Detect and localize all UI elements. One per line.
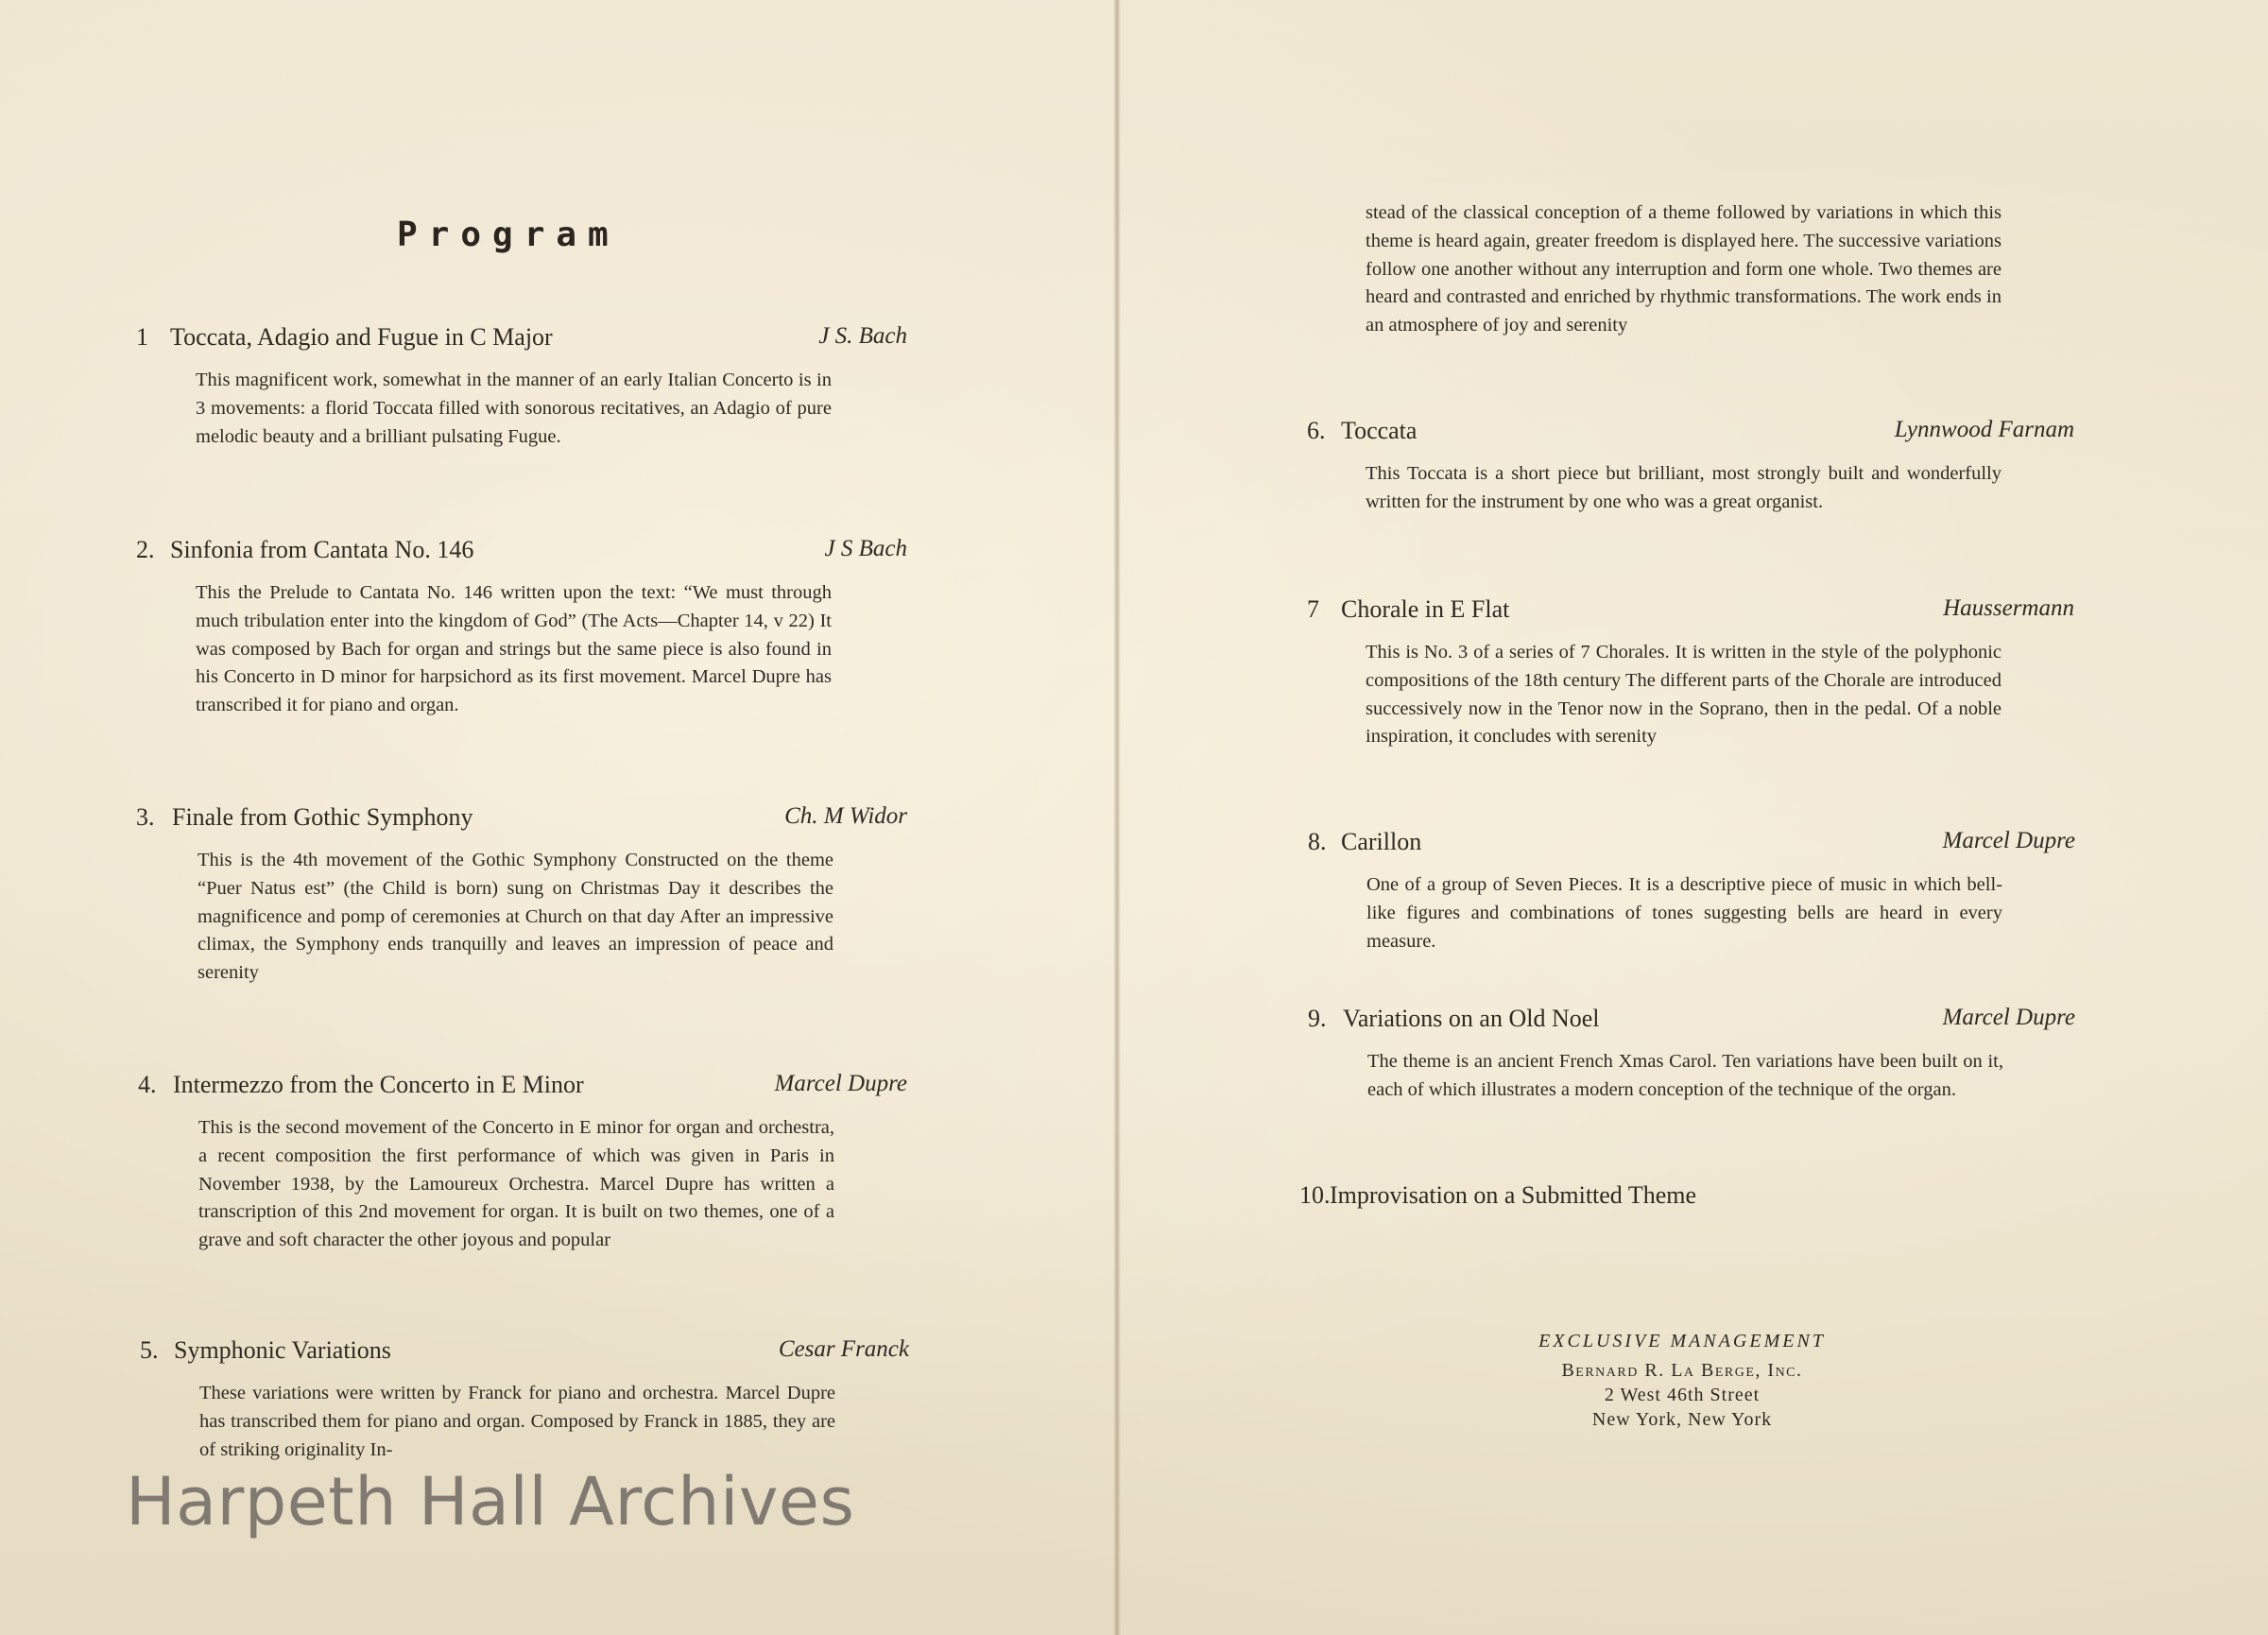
item-description: This magnificent work, somewhat in the manner of an early Italian Concerto is in 3 movements: a florid Toccata filled with sonorous recitatives, an Adagio of pure melodic beauty and a brilliant pulsating Fugue. [196,370,832,447]
item-composer: J S. Bach [818,323,907,349]
management-heading: EXCLUSIVE MANAGEMENT [1538,1331,1826,1351]
program-item-2 [136,536,907,720]
item-composer: Cesar Franck [778,1336,909,1362]
item-composer: J S Bach [824,536,907,561]
program-item-9 [1308,1005,2075,1105]
program-item-10 [1299,1181,2067,1219]
program-item-8 [1308,828,2075,955]
item-number: 5. [140,1336,159,1364]
item-title: Variations on an Old Noel [1343,1005,1600,1032]
item-number: 7 [1307,595,1319,623]
item-title: Finale from Gothic Symphony [172,803,473,831]
item-title: Symphonic Variations [174,1336,391,1364]
item-number: 2. [136,536,155,563]
item-description: This is the 4th movement of the Gothic Symphony Constructed on the theme “Puer Natus est” (the Child is born) sung on Christmas Day it describes the magnificence and pomp of ceremonies at Church on that day After an impressive climax, the Symphony ends tranquilly and leaves an impression of peace and serenity [198,850,833,984]
management-name: Bernard R. La Berge, Inc. [1561,1360,1803,1381]
item-composer: Ch. M Widor [784,803,907,829]
item-description: The theme is an ancient French Xmas Carol. Ten variations have been built on it, each of which illustrates a modern conception of the technique of the organ. [1367,1051,2003,1100]
item-number: 6. [1307,417,1326,444]
left-page [0,0,1115,1635]
item-description: This is the second movement of the Concerto in E minor for organ and orchestra, a recent composition the first performance of which was given in Paris in November 1938, by the Lamoureux Orchestra. Marcel Dupre has written a transcription of this 2nd movement for organ. It is built on two themes, one of a grave and soft character the other joyous and popular [198,1117,834,1251]
item-number: 8. [1308,828,1327,855]
item-number: 4. [138,1071,157,1098]
item-number: 3. [136,803,155,831]
item-composer: Marcel Dupre [774,1071,907,1096]
program-item-6 [1307,417,2074,517]
item-title: Sinfonia from Cantata No. 146 [170,536,474,563]
item-description: These variations were written by Franck for piano and orchestra. Marcel Dupre has transcribed them for piano and organ. Composed by Franck in 1885, they are of striking originality In- [199,1383,835,1460]
program-title: Program [397,215,620,254]
management-block [1484,1331,1881,1431]
item-description: This the Prelude to Cantata No. 146 written upon the text: “We must through much tribulation enter into the kingdom of God” (The Acts—Chapter 14, v 22) It was composed by Bach for organ and strings but the same piece is also found in his Concerto in D minor for harpsichord as its first movement. Marcel Dupre has transcribed it for piano and organ. [196,582,832,716]
item-number: 9. [1308,1005,1327,1032]
item-description: This is No. 3 of a series of 7 Chorales. It is written in the style of the polyphonic compositions of the 18th century The different parts of the Chorale are introduced successively now in the Tenor now in the Soprano, then in the pedal. Of a noble inspiration, it concludes with serenity [1366,642,2002,748]
item-title: Improvisation on a Submitted Theme [1330,1181,1697,1209]
program-item-1 [136,323,907,451]
program-item-5 [140,1336,909,1464]
item-title: Toccata [1341,417,1418,444]
item-number: 1 [136,323,148,351]
item-composer: Marcel Dupre [1942,828,2075,853]
item-composer: Marcel Dupre [1942,1005,2075,1030]
item-title: Carillon [1341,828,1422,855]
right-page [1121,0,2268,1635]
management-city: New York, New York [1591,1409,1773,1430]
item-number: 10. [1299,1181,1331,1209]
archive-watermark: Harpeth Hall Archives [126,1463,855,1540]
program-item-4 [138,1071,907,1255]
item-title: Intermezzo from the Concerto in E Minor [173,1071,584,1098]
continued-description: stead of the classical conception of a theme followed by variations in which this theme is heard again, greater freedom is displayed here. The successive variations follow one another without any interruption and form one whole. Two themes are heard and contrasted and enriched by rhythmic transformations. The work ends in an atmosphere of joy and serenity [1366,202,2002,336]
item-description: This Toccata is a short piece but brilliant, most strongly built and wonderfully written for the instrument by one who was a great organist. [1366,463,2002,512]
management-address: 2 West 46th Street [1604,1385,1761,1405]
item-description: One of a group of Seven Pieces. It is a descriptive piece of music in which bell-like figures and combinations of tones suggesting bells are heard in every measure. [1366,874,2002,952]
item-composer: Lynnwood Farnam [1894,417,2074,442]
program-item-7 [1307,595,2074,751]
item-title: Toccata, Adagio and Fugue in C Major [170,323,553,351]
item-composer: Haussermann [1943,595,2074,621]
program-item-3 [136,803,907,988]
item-title: Chorale in E Flat [1341,595,1510,623]
